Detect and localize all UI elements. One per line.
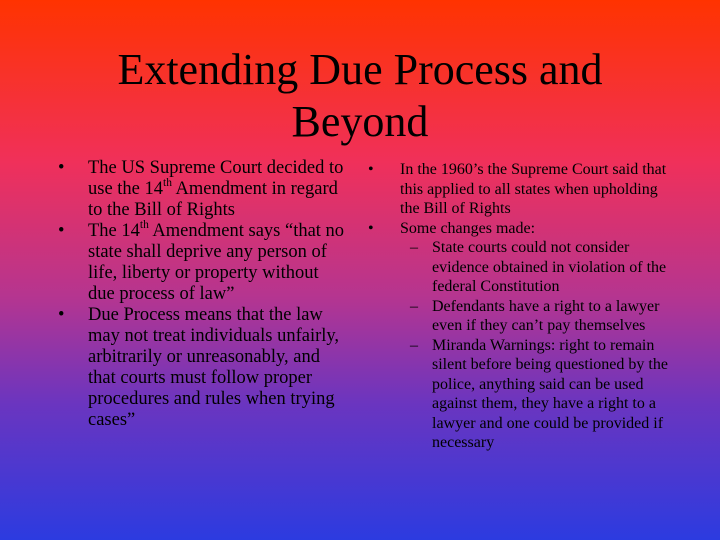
bullet-text: The 14 bbox=[88, 221, 140, 241]
bullet-text: In the 1960’s the Supreme Court said that this applied to all states when upholding the Bill of Rights bbox=[400, 161, 667, 217]
bullet-item bbox=[58, 305, 348, 431]
slide-title bbox=[40, 44, 680, 148]
bullet-text: Due Process means that the law may not treat individuals unfairly, arbitrarily or unreasonably, and that courts must follow proper procedures and rules when trying cases” bbox=[88, 305, 340, 430]
sub-bullet-item bbox=[368, 238, 668, 297]
bullet-text: The US Supreme Court decided to use the 14 bbox=[88, 158, 344, 199]
superscript: th bbox=[139, 218, 149, 231]
title-line-1: Extending Due Process and bbox=[117, 45, 603, 94]
bullet-text: Some changes made: bbox=[400, 219, 536, 237]
sub-bullet-item bbox=[368, 297, 668, 336]
sub-bullet-text: Miranda Warnings: right to remain silent before being questioned by the police, anything said can be used against them, they have a right to a lawyer and one could be provided if necessary bbox=[432, 336, 668, 451]
right-column bbox=[368, 160, 668, 453]
sub-bullet-text: Defendants have a right to a lawyer even if they can’t pay themselves bbox=[432, 297, 660, 334]
bullet-text: Amendment says “that no state shall deprive any person of life, liberty or property without due process of law” bbox=[88, 221, 345, 304]
left-column bbox=[58, 158, 348, 431]
bullet-item bbox=[58, 218, 348, 305]
bullet-text: Amendment in regard to the Bill of Rights bbox=[88, 179, 338, 220]
superscript: th bbox=[163, 176, 172, 189]
title-line-2: Beyond bbox=[291, 97, 429, 146]
bullet-item bbox=[368, 160, 668, 219]
bullet-item bbox=[368, 219, 668, 239]
sub-bullet-item bbox=[368, 336, 668, 453]
sub-bullet-text: State courts could not consider evidence obtained in violation of the federal Constitution bbox=[432, 239, 667, 295]
bullet-item bbox=[58, 158, 348, 221]
